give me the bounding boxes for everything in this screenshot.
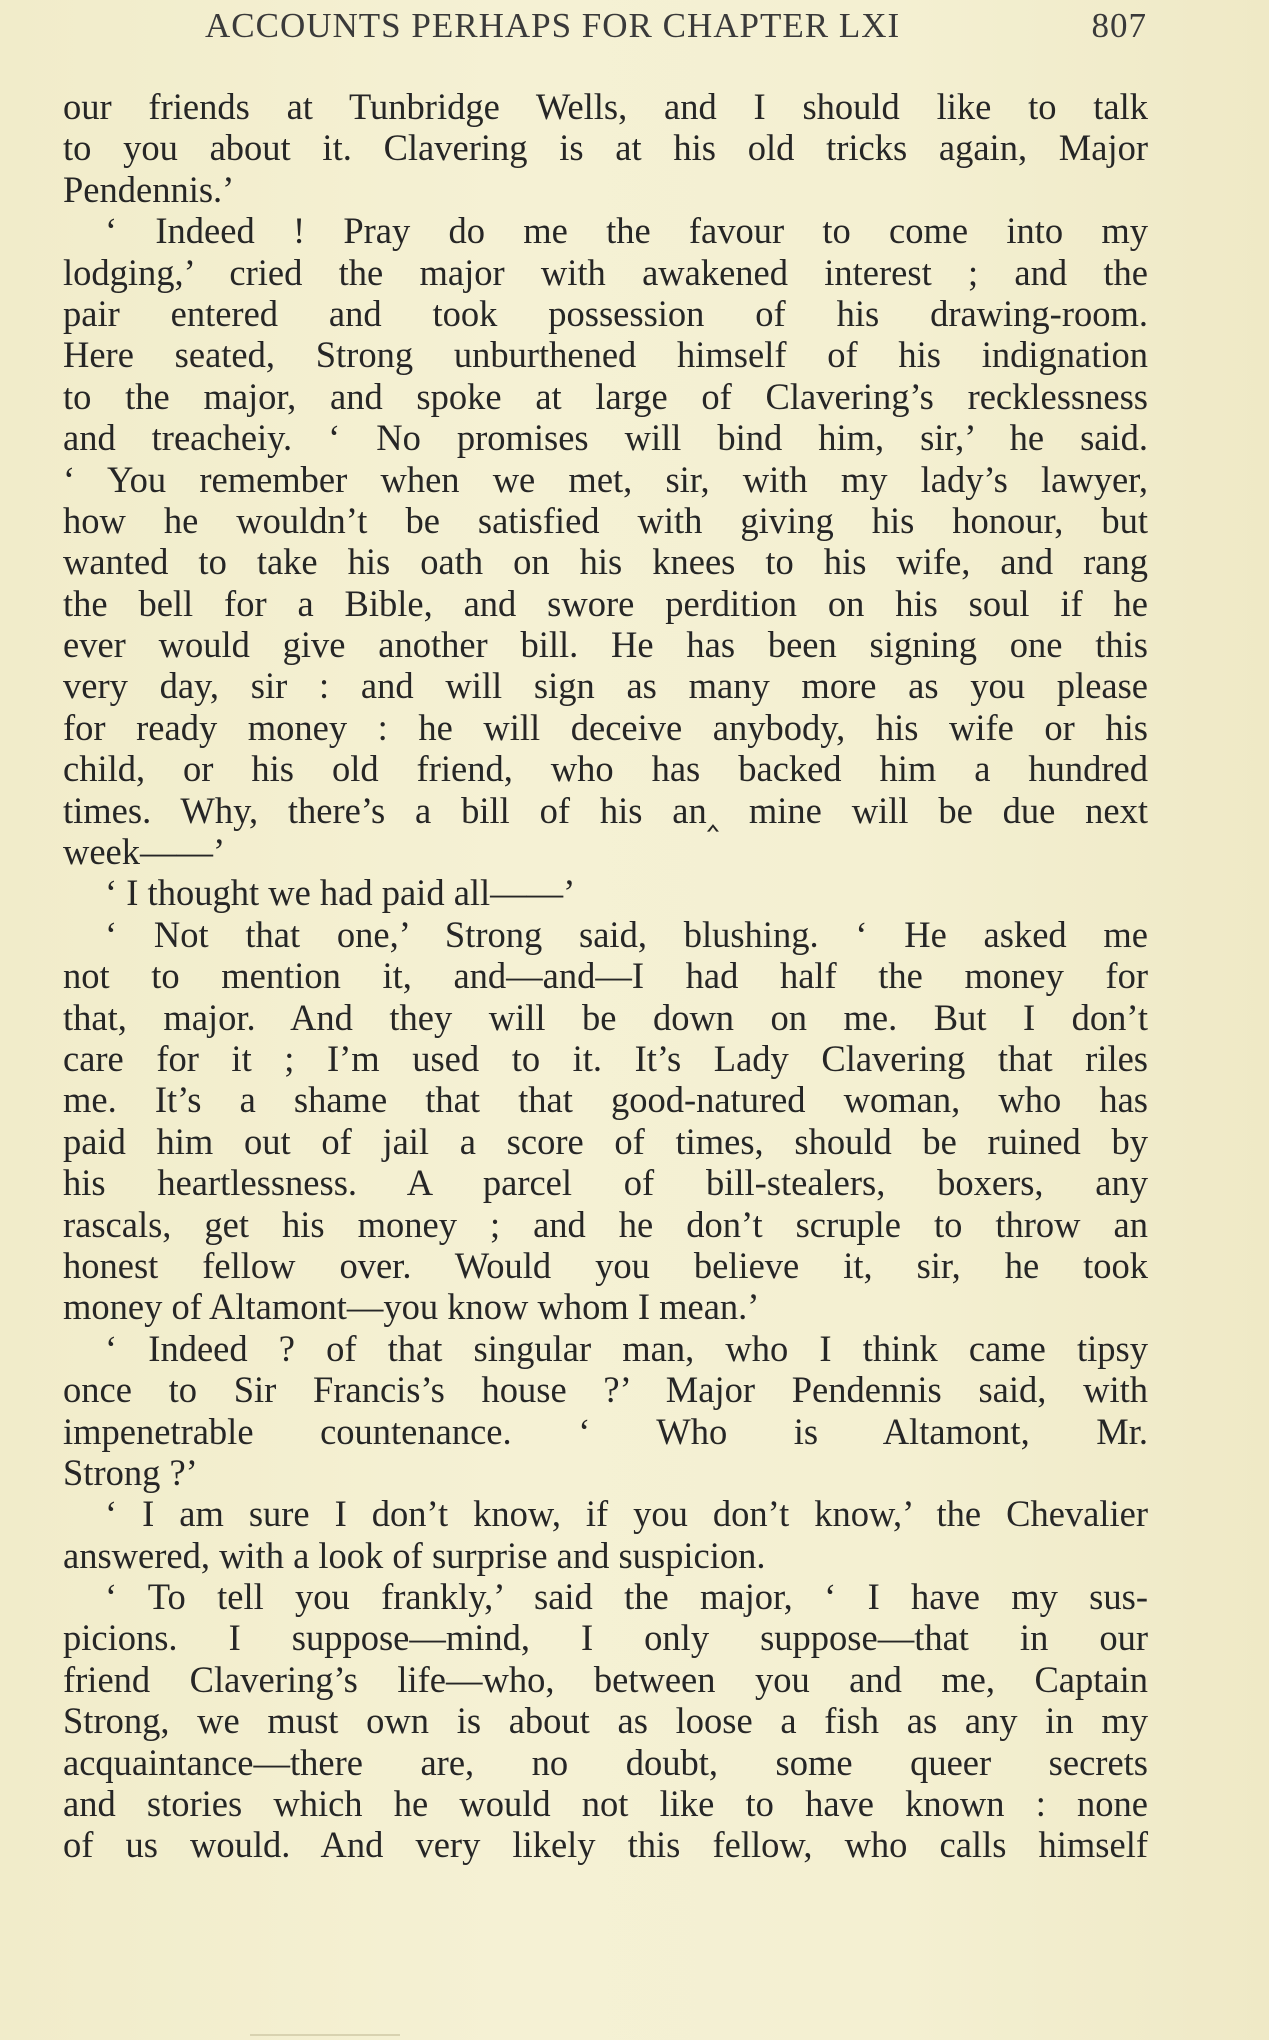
text-line: impenetrable countenance. ‘ Who is Altamont, Mr. <box>63 1410 1148 1452</box>
text-line: ‘ Indeed ! Pray do me the favour to come into my <box>105 210 1148 252</box>
text-line: Here seated, Strong unburthened himself of his indignation <box>63 334 1148 376</box>
text-line: how he wouldn’t be satisfied with giving his honour, but <box>63 499 1148 541</box>
text-line: Pendennis.’ <box>63 168 235 210</box>
body-text <box>63 86 1148 1866</box>
text-line: acquaintance—there are, no doubt, some queer secrets <box>63 1741 1148 1783</box>
text-line: week——’ <box>63 831 226 873</box>
text-line: care for it ; I’m used to it. It’s Lady Clavering that riles <box>63 1037 1148 1079</box>
text-line: and stories which he would not like to have known : none <box>63 1783 1148 1825</box>
text-line: rascals, get his money ; and he don’t scruple to throw an <box>63 1203 1148 1245</box>
text-line: wanted to take his oath on his knees to his wife, and rang <box>63 541 1148 583</box>
text-line: picions. I suppose—mind, I only suppose—that in our <box>63 1617 1148 1659</box>
text-line: paid him out of jail a score of times, should be ruined by <box>63 1120 1148 1162</box>
text-line: of us would. And very likely this fellow, who calls himself <box>63 1824 1148 1866</box>
text-line: ‘ I am sure I don’t know, if you don’t know,’ the Chevalier <box>105 1493 1148 1535</box>
text-line: for ready money : he will deceive anybody, his wife or his <box>63 706 1148 748</box>
text-line: Strong, we must own is about as loose a fish as any in my <box>63 1700 1148 1742</box>
text-line: ‘ To tell you frankly,’ said the major, ‘ I have my sus- <box>105 1576 1148 1618</box>
text-line: ‘ Indeed ? of that singular man, who I think came tipsy <box>105 1327 1148 1369</box>
text-line: to the major, and spoke at large of Clavering’s recklessness <box>63 375 1148 417</box>
text-line: Strong ?’ <box>63 1451 198 1493</box>
text-line: pair entered and took possession of his drawing-room. <box>63 292 1148 334</box>
bottom-divider <box>250 2034 400 2036</box>
text-line: once to Sir Francis’s house ?’ Major Pendennis said, with <box>63 1369 1148 1411</box>
text-line: ‘ You remember when we met, sir, with my lady’s lawyer, <box>63 458 1148 500</box>
text-line: lodging,’ cried the major with awakened interest ; and the <box>63 251 1148 293</box>
running-header <box>205 6 1147 50</box>
text-line: ‘ I thought we had paid all——’ <box>105 872 576 914</box>
text-line: honest fellow over. Would you believe it, sir, he took <box>63 1244 1148 1286</box>
text-line: times. Why, there’s a bill of his an‸ mine will be due next <box>63 789 1148 831</box>
page-number: 807 <box>1091 6 1147 45</box>
text-line: answered, with a look of surprise and suspicion. <box>63 1534 766 1576</box>
text-line: child, or his old friend, who has backed him a hundred <box>63 748 1148 790</box>
text-line: not to mention it, and—and—I had half the money for <box>63 955 1148 997</box>
text-line: money of Altamont—you know whom I mean.’ <box>63 1286 760 1328</box>
text-line: the bell for a Bible, and swore perdition on his soul if he <box>63 582 1148 624</box>
text-line: me. It’s a shame that that good-natured woman, who has <box>63 1079 1148 1121</box>
chapter-heading: ACCOUNTS PERHAPS FOR CHAPTER LXI <box>205 6 901 45</box>
text-line: very day, sir : and will sign as many more as you please <box>63 665 1148 707</box>
text-line: ever would give another bill. He has been signing one this <box>63 624 1148 666</box>
text-line: friend Clavering’s life—who, between you and me, Captain <box>63 1658 1148 1700</box>
text-line: our friends at Tunbridge Wells, and I should like to talk <box>63 86 1148 127</box>
text-line: his heartlessness. A parcel of bill-stealers, boxers, any <box>63 1162 1148 1204</box>
text-line: that, major. And they will be down on me. But I don’t <box>63 996 1148 1038</box>
text-line: ‘ Not that one,’ Strong said, blushing. ‘ He asked me <box>105 913 1148 955</box>
text-line: to you about it. Clavering is at his old tricks again, Major <box>63 127 1148 169</box>
text-line: and treacheiy. ‘ No promises will bind him, sir,’ he said. <box>63 417 1148 459</box>
